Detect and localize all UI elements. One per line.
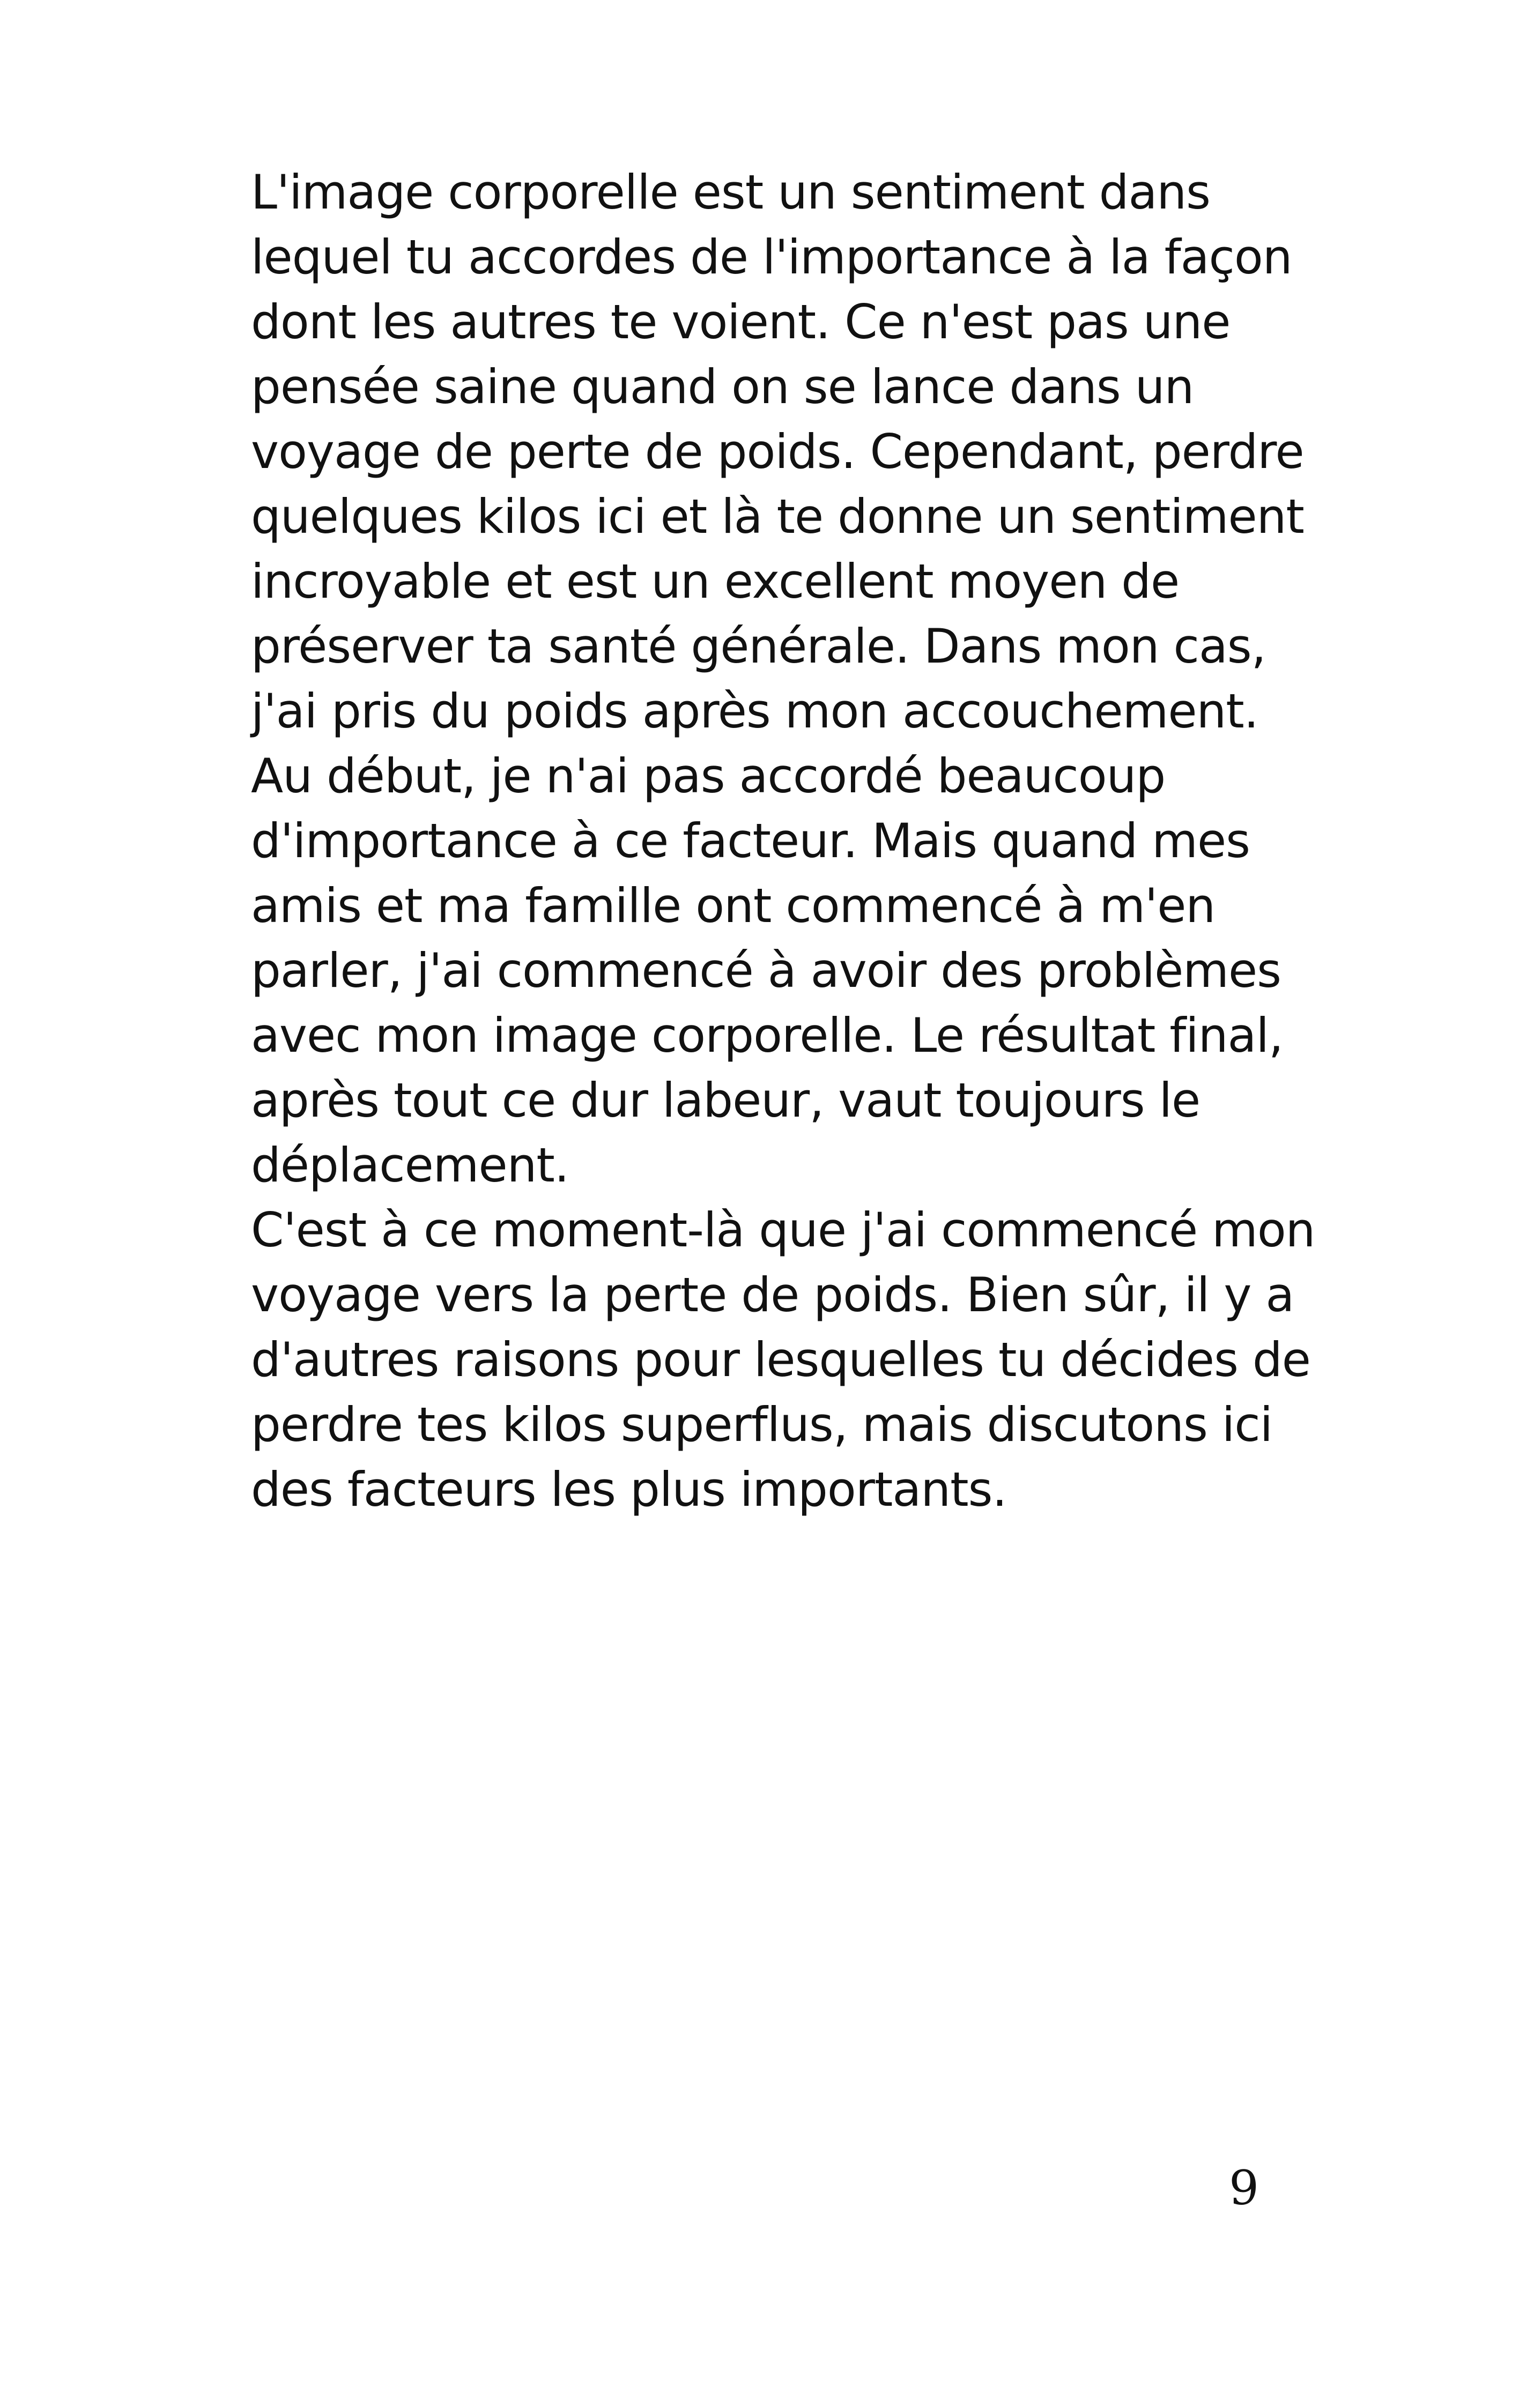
text-line: voyage vers la perte de poids. Bien sûr, il y a	[251, 1267, 1294, 1322]
text-line: voyage de perte de poids. Cependant, perdre	[251, 424, 1304, 479]
text-line: incroyable et est un excellent moyen de	[251, 554, 1180, 609]
text-line: perdre tes kilos superflus, mais discutons ici	[251, 1397, 1273, 1452]
text-line: parler, j'ai commencé à avoir des problèmes	[251, 943, 1281, 998]
text-line: C'est à ce moment-là que j'ai commencé mon	[251, 1202, 1315, 1258]
text-line: j'ai pris du poids après mon accouchement.	[251, 683, 1258, 739]
text-line: L'image corporelle est un sentiment dans	[251, 165, 1211, 220]
text-line: des facteurs les plus importants.	[251, 1462, 1007, 1517]
text-line: amis et ma famille ont commencé à m'en	[251, 878, 1216, 933]
text-line: lequel tu accordes de l'importance à la façon	[251, 229, 1292, 285]
text-line: quelques kilos ici et là te donne un sentiment	[251, 489, 1304, 544]
body-text	[251, 160, 1315, 1522]
text-line: d'importance à ce facteur. Mais quand mes	[251, 813, 1250, 868]
text-line: déplacement.	[251, 1138, 569, 1193]
text-line: avec mon image corporelle. Le résultat final,	[251, 1008, 1283, 1063]
text-line: pensée saine quand on se lance dans un	[251, 359, 1194, 414]
text-line: après tout ce dur labeur, vaut toujours le	[251, 1073, 1201, 1128]
text-line: préserver ta santé générale. Dans mon cas,	[251, 619, 1266, 674]
text-line: Au début, je n'ai pas accordé beaucoup	[251, 748, 1166, 804]
text-line: dont les autres te voient. Ce n'est pas une	[251, 294, 1231, 350]
page-number: 9	[1229, 2160, 1259, 2216]
text-line: d'autres raisons pour lesquelles tu décides de	[251, 1332, 1310, 1387]
